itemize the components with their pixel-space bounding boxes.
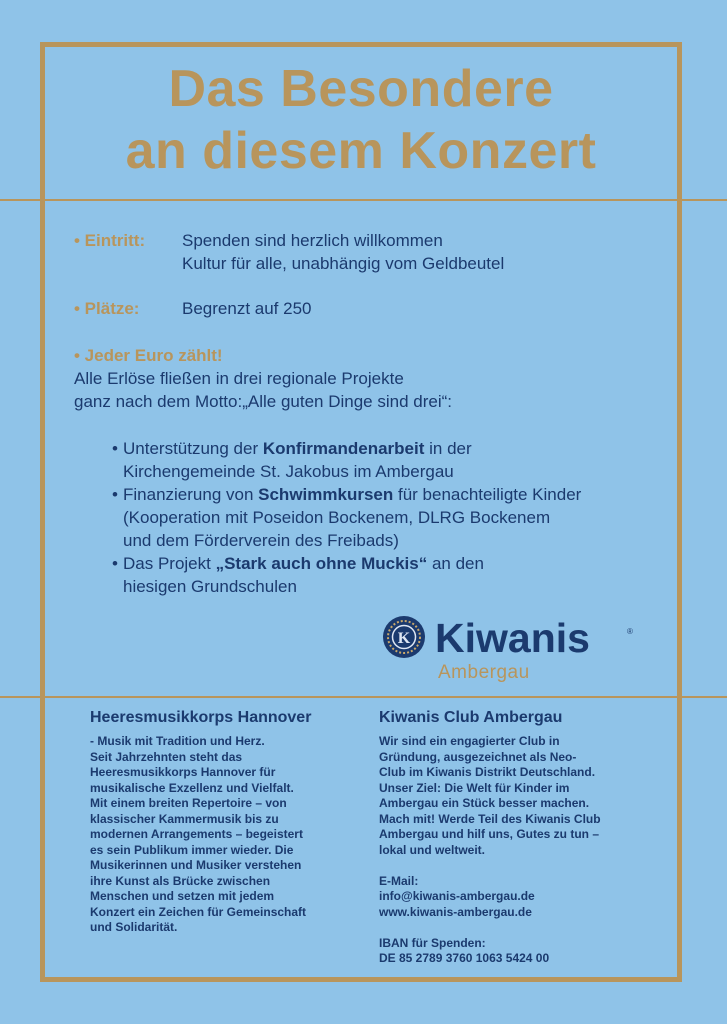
- logo-trademark: ®: [627, 627, 633, 636]
- project-text: für benachteiligte Kinder: [393, 485, 582, 504]
- paragraph-line: es sein Publikum immer wieder. Die: [90, 842, 294, 857]
- paragraph-line: Ambergau und hilf uns, Gutes zu tun –: [379, 827, 600, 841]
- email-link[interactable]: info@kiwanis-ambergau.de: [379, 889, 535, 903]
- paragraph-line: Heeresmusikkorps Hannover für: [90, 765, 276, 779]
- left-column-title: Heeresmusikkorps Hannover: [90, 709, 312, 726]
- iban-label: IBAN für Spenden:: [379, 935, 486, 950]
- paragraph-line: - Musik mit Tradition und Herz.: [90, 734, 265, 748]
- paragraph-line: Musikerinnen und Musiker verstehen: [90, 858, 302, 872]
- paragraph-line: Menschen und setzen mit jedem: [90, 889, 275, 903]
- paragraph-line: Gründung, ausgezeichnet als Neo-: [379, 749, 577, 764]
- kiwanis-logo: [382, 614, 642, 684]
- right-column-title: Kiwanis Club Ambergau: [379, 709, 563, 726]
- project-item: [112, 483, 581, 552]
- website-link[interactable]: www.kiwanis-ambergau.de: [379, 904, 532, 919]
- project-list: [112, 437, 581, 598]
- paragraph-line: Club im Kiwanis Distrikt Deutschland.: [379, 765, 596, 779]
- seats-label: • Plätze:: [74, 299, 140, 318]
- project-text: (Kooperation mit Poseidon Bockenem, DLRG Bockenem: [123, 508, 551, 527]
- headline-line-2: an diesem Konzert: [125, 122, 597, 180]
- entry-line-2: Kultur für alle, unabhängig vom Geldbeutel: [182, 254, 505, 273]
- paragraph-line: und Solidarität.: [90, 920, 178, 934]
- bullet: •: [112, 485, 118, 504]
- paragraph-line: musikalische Exzellenz und Vielfalt.: [90, 780, 294, 795]
- euro-line-1: Alle Erlöse fließen in drei regionale Projekte: [74, 369, 404, 388]
- project-text: Kirchengemeinde St. Jakobus im Ambergau: [123, 462, 454, 481]
- iban-value: DE 85 2789 3760 1063 5424 00: [379, 951, 550, 965]
- paragraph-line: Mach mit! Werde Teil des Kiwanis Club: [379, 811, 601, 826]
- project-text: Das Projekt: [123, 554, 216, 573]
- project-name: „Stark auch ohne Muckis“: [215, 554, 428, 573]
- email-label: E-Mail:: [379, 873, 419, 888]
- project-text: in der: [424, 439, 472, 458]
- paragraph-line: modernen Arrangements – begeistert: [90, 827, 303, 841]
- logo-subtitle: Ambergau: [438, 662, 530, 683]
- paragraph-line: lokal und weltweit.: [379, 842, 486, 857]
- paragraph-line: Ambergau ein Stück besser machen.: [379, 796, 590, 810]
- paragraph-line: Wir sind ein engagierter Club in: [379, 734, 560, 748]
- divider-top: [0, 199, 727, 201]
- divider-bottom: [0, 696, 727, 698]
- bullet: •: [112, 439, 118, 458]
- euro-line-2: ganz nach dem Motto:„Alle guten Dinge sind drei“:: [74, 392, 452, 411]
- project-text: und dem Förderverein des Freibads): [123, 531, 399, 550]
- paragraph-line: ihre Kunst als Brücke zwischen: [90, 873, 271, 888]
- paragraph-line: Konzert ein Zeichen für Gemeinschaft: [90, 904, 307, 919]
- left-column: [90, 708, 360, 936]
- seats-value: Begrenzt auf 250: [182, 299, 312, 318]
- paragraph-line: Seit Jahrzehnten steht das: [90, 749, 243, 764]
- headline: [40, 58, 682, 182]
- project-item: [112, 552, 581, 598]
- project-text: an den: [427, 554, 484, 573]
- project-name: Konfirmandenarbeit: [262, 439, 425, 458]
- right-column: [379, 708, 649, 967]
- kiwanis-emblem-icon: [382, 614, 642, 684]
- project-item: [112, 437, 581, 483]
- project-text: hiesigen Grundschulen: [123, 577, 297, 596]
- headline-line-1: Das Besondere: [168, 60, 554, 118]
- project-name: Schwimmkursen: [258, 485, 394, 504]
- euro-label: • Jeder Euro zählt!: [74, 346, 223, 365]
- paragraph-line: Unser Ziel: Die Welt für Kinder im: [379, 780, 570, 795]
- emblem-letter: K: [397, 630, 411, 647]
- entry-label: • Eintritt:: [74, 231, 146, 250]
- project-text: Unterstützung der: [123, 439, 263, 458]
- paragraph-line: klassischer Kammermusik bis zu: [90, 811, 279, 826]
- project-text: Finanzierung von: [123, 485, 259, 504]
- entry-line-1: Spenden sind herzlich willkommen: [182, 231, 443, 250]
- logo-wordmark: Kiwanis: [435, 615, 590, 661]
- bullet: •: [112, 554, 118, 573]
- paragraph-line: Mit einem breiten Repertoire – von: [90, 796, 287, 810]
